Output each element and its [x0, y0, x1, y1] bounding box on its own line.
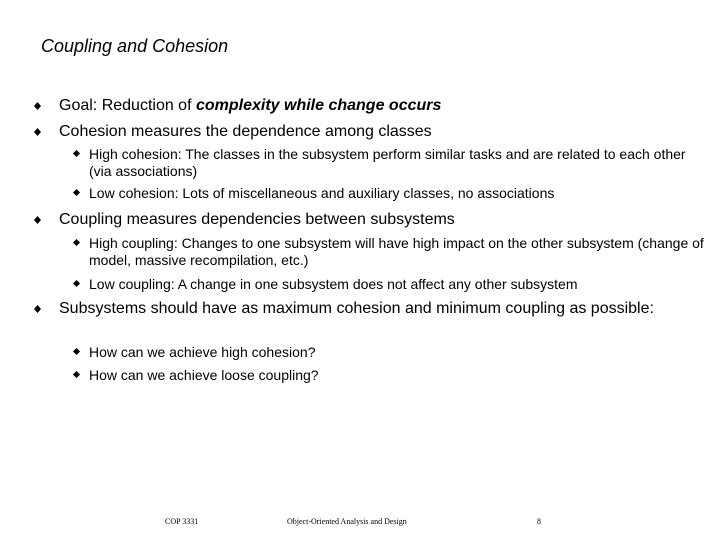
diamond-bullet-icon	[34, 216, 41, 224]
sub-bullet-text: High cohesion: The classes in the subsystem perform similar tasks and are related to each other (via associations)	[89, 146, 686, 179]
small-diamond-bullet-icon	[73, 371, 80, 378]
sub-bullet-text: How can we achieve high cohesion?	[89, 344, 316, 360]
footer-course-title: Object-Oriented Analysis and Design	[287, 517, 407, 526]
emphasized-text: complexity while change occurs	[195, 97, 442, 114]
bullet-text: Coupling measures dependencies between subsystems	[59, 211, 455, 228]
bullet-text	[59, 95, 689, 116]
small-diamond-bullet-icon	[73, 348, 80, 355]
sub-bullet-text: High coupling: Changes to one subsystem will have high impact on the other subsystem (change of model, massive recompilation, etc.)	[89, 235, 704, 268]
small-diamond-bullet-icon	[73, 280, 80, 287]
diamond-bullet-icon	[34, 102, 41, 110]
sub-bullet-text: Low coupling: A change in one subsystem does not affect any other subsystem	[89, 276, 578, 292]
small-diamond-bullet-icon	[73, 150, 80, 157]
footer-page-number: 8	[537, 517, 541, 526]
bullet-text: Cohesion measures the dependence among classes	[59, 123, 432, 140]
sub-bullet-text: Low cohesion: Lots of miscellaneous and auxiliary classes, no associations	[89, 185, 555, 201]
small-diamond-bullet-icon	[73, 189, 80, 196]
bullet-text-part: Goal: Reduction of	[59, 97, 196, 114]
footer-course-code: COP 3331	[165, 517, 199, 526]
diamond-bullet-icon	[34, 305, 41, 313]
slide-title: Coupling and Cohesion	[41, 36, 229, 56]
small-diamond-bullet-icon	[73, 239, 80, 246]
diamond-bullet-icon	[34, 128, 41, 136]
bullet-text: Subsystems should have as maximum cohesion and minimum coupling as possible:	[59, 300, 654, 317]
sub-bullet-text: How can we achieve loose coupling?	[89, 367, 319, 383]
